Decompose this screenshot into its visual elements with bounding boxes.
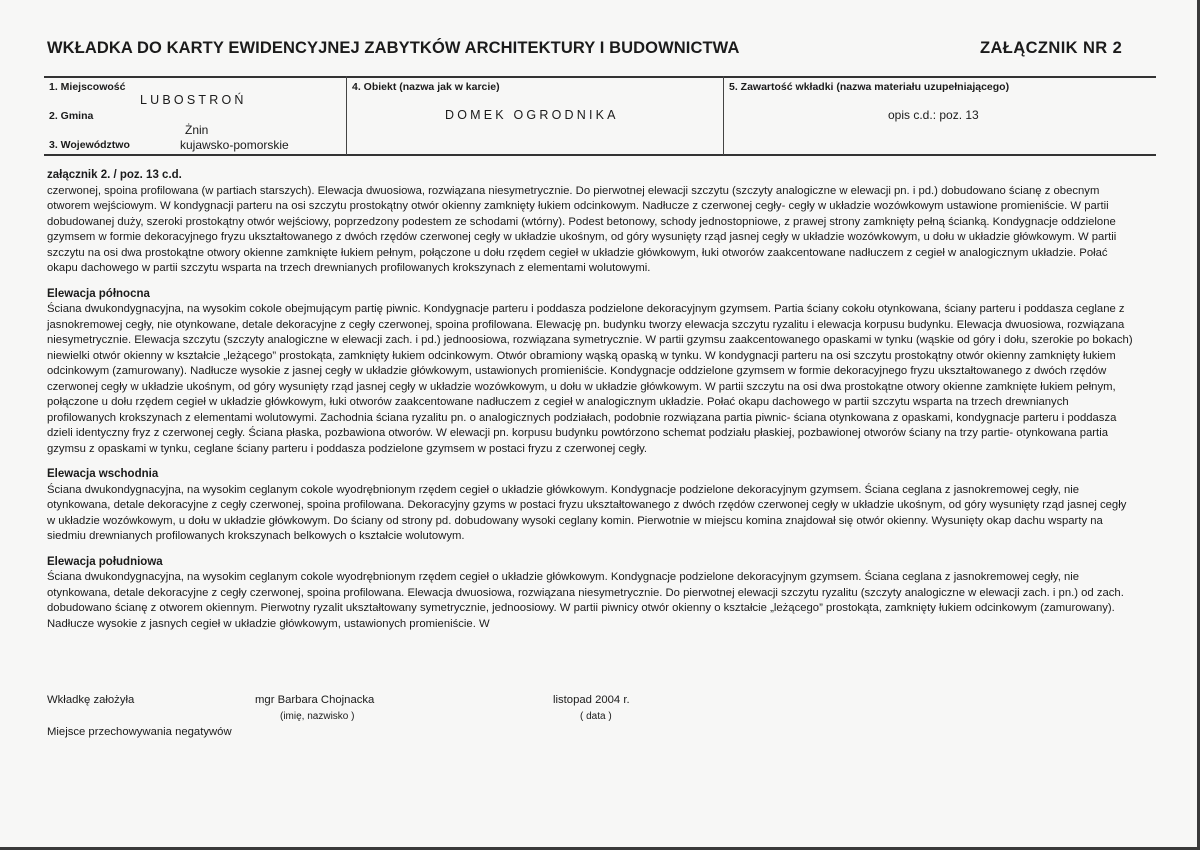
- east-elevation-paragraph: Ściana dwukondygnacyjna, na wysokim ceglanym cokole wyodrębnionym rzędem cegieł o układzie główkowym. Kondygnacje podzielone dekoracyjnym gzymsem. Ściana ceglana z jasnokremowej cegły, nie otynkowana, detale dekoracyjne z cegły czerwonej, spoina profilowana. Dekoracyjny gzyms w postaci fryzu ukształtowanego z dwóch rzędów czerwonej cegły w układzie ukośnym, od góry wysunięty rząd jasnej cegły w układzie wozówkowym, u dołu w układzie główkowym. Do ściany od strony pd. dobudowany wysoki ceglany komin. Pierwotnie w miejscu komina znajdował się otwór okienny. Wysunięty okap dachu wsparty na siedmiu drewnianych profilowanych krokszynach belkowych o kształcie wolutowym.: [47, 483, 1127, 542]
- obiekt-label: 4. Obiekt (nazwa jak w karcie): [352, 81, 500, 93]
- east-elevation-heading: Elewacja wschodnia: [47, 468, 159, 480]
- intro-heading: załącznik 2. / poz. 13 c.d.: [47, 169, 182, 181]
- wojewodztwo-label: 3. Województwo: [49, 139, 130, 151]
- miejscowosc-label: 1. Miejscowość: [49, 81, 126, 93]
- obiekt-value: DOMEK OGRODNIKA: [445, 108, 619, 122]
- zawartosc-label: 5. Zawartość wkładki (nazwa materiału uzupełniającego): [729, 81, 1010, 93]
- description-body: [47, 168, 1137, 632]
- form-bottom-rule: [44, 154, 1156, 156]
- miejscowosc-value: LUBOSTROŃ: [140, 93, 247, 107]
- south-elevation-paragraph: Ściana dwukondygnacyjna, na wysokim ceglanym cokole wyodrębnionym rzędem cegieł o układzie główkowym. Kondygnacje podzielone dekoracyjnym gzymsem. Ściana ceglana z jasnokremowej cegły, nie otynkowana, detale dekoracyjne z cegły czerwonej, spoina profilowana. Elewacja dwuosiowa, rozwiązana niesymetrycznie. Do pierwotnej elewacji szczytu ryzalitu (szczyty analogiczne w elewacji zach. i pn.) od zach. dobudowano ścianę z otworem okiennym. Pierwotny ryzalit ukształtowany symetrycznie, jednoosiowy. W partii piwnicy otwór okienny o kształcie „leżącego” prostokąta, zamknięty łukiem odcinkowym (zamurowany). Nadłucze wysokie z jasnych cegieł w układzie główkowym, ustawionych promieniście. W: [47, 571, 1124, 630]
- north-elevation-heading: Elewacja północna: [47, 287, 150, 300]
- form-divider-2: [723, 76, 724, 155]
- date-value: listopad 2004 r.: [553, 694, 630, 706]
- date-caption: ( data ): [580, 711, 612, 722]
- document-title: WKŁADKA DO KARTY EWIDENCYJNEJ ZABYTKÓW ARCHITEKTURY I BUDOWNICTWA: [47, 39, 740, 57]
- gmina-label: 2. Gmina: [49, 110, 94, 122]
- author-caption: (imię, nazwisko ): [280, 711, 355, 722]
- negatives-storage-label: Miejsce przechowywania negatywów: [47, 726, 232, 738]
- zawartosc-value: opis c.d.: poz. 13: [888, 108, 979, 122]
- form-divider-1: [346, 76, 347, 155]
- author-label: Wkładkę założyła: [47, 694, 135, 706]
- author-name: mgr Barbara Chojnacka: [255, 694, 375, 706]
- form-top-rule: [44, 76, 1156, 78]
- north-elevation-paragraph: Ściana dwukondygnacyjna, na wysokim cokole obejmującym partię piwnic. Kondygnacje parteru i poddasza podzielone dekoracyjnym gzymsem. Partia ściany cokołu otynkowana, ściany parteru i poddasza ceglane z jasnokremowej cegły, nie otynkowane, detale dekoracyjne z cegły czerwonej, spoina profilowana. Elewację pn. budynku tworzy elewacja szczytu ryzalitu i elewacja korpusu budynku. Elewacja dwuosiowa, rozwiązana niesymetrycznie. Elewacja szczytu (szczyty analogiczne w elewacji zach. i pd.) jednoosiowa, rozwiązana symetrycznie. W partii gzymsu zaakcentowanego opaskami w tynku (wąskie od góry i dołu, szerokie po bokach) niewielki otwór okienny w kształcie „leżącego” prostokąta, zamknięty łukiem odcinkowym. Otwór obramiony wąską opaską w tynku. W kondygnacji parteru na osi szczytu prostokątny otwór okienny zamknięty łukiem odcinkowym (zamurowany). Nadłucze wysokie z jasnej cegły w układzie główkowym, ustawionych promieniście. Kondygnacje oddzielone gzymsem w formie dekoracyjnego fryzu ukształtowanego z dwóch rzędów czerwonej cegły w układzie ukośnym, od góry wysunięty rząd jasnej cegły w układzie wozówkowym, u dołu w układzie główkowym. W partii szczytu na osi dwa prostokątne otwory okienne zamknięte łukiem pełnym, połączone u dołu rzędem cegieł w układzie główkowym, łuki otworów zaakcentowane nadłuczem z cegieł w analogicznym układzie. Połać okapu dachowego w partii szczytu wsparta na trzech drewnianych profilowanych krokszynach z elementami wolutowymi. Zachodnia ściana ryzalitu pn. o analogicznych podziałach, podobnie rozwiązana partia piwnic- ściana otynkowana z opaskami, kondygnacje parteru i poddasza dzieli identyczny fryz z czerwonej cegły. Ściana płaska, pozbawiona otworów. W elewacji pn. korpusu budynku powtórzono schemat podziału płaskiej, pozbawionej otworów ściany na trzy partie- otynkowana partia gzymsu z opaskami w tynku, ceglane ściany parteru i poddasza podzielone gzymsem w postaci fryzu z czerwonej cegły.: [47, 303, 1133, 455]
- intro-paragraph: czerwonej, spoina profilowana (w partiach starszych). Elewacja dwuosiowa, rozwiązana niesymetrycznie. Do pierwotnej elewacji szczytu (szczyty analogiczne w elewacji pn. i pd.) dobudowano ścianę z obecnym otworem wejściowym. W kondygnacji parteru na osi szczytu prostokątny otwór okienny zamknięty łukiem odcinkowym. Nadłucze z czerwonej cegły- cegły w układzie wozówkowym ustawione promieniście. W partii dobudowanej duży, szeroki prostokątny otwór wejściowy, poprzedzony podestem ze schodami (wtórny). Podest betonowy, schody jednostopniowe, z prawej strony zamknięty pełną ścianką. Kondygnacje oddzielone gzymsem w formie dekoracyjnego fryzu ukształtowanego z dwóch rzędów czerwonej cegły w układzie ukośnym, od góry wysunięty rząd jasnej cegły w układzie wozówkowym, u dołu w układzie główkowym. W partii szczytu na osi dwa prostokątne otwory okienne zamknięte łukiem pełnym, połączone u dołu rzędem cegieł w układzie główkowym, łuki otworów zaakcentowane nadłuczem z cegieł w analogicznym układzie. Połać okapu dachowego w partii szczytu wsparta na trzech drewnianych profilowanych krokszynach z elementami wolutowymi.: [47, 184, 1117, 274]
- south-elevation-heading: Elewacja południowa: [47, 555, 163, 568]
- wojewodztwo-value: kujawsko-pomorskie: [180, 138, 289, 152]
- gmina-value: Żnin: [185, 123, 209, 137]
- annex-number: ZAŁĄCZNIK NR 2: [980, 39, 1123, 57]
